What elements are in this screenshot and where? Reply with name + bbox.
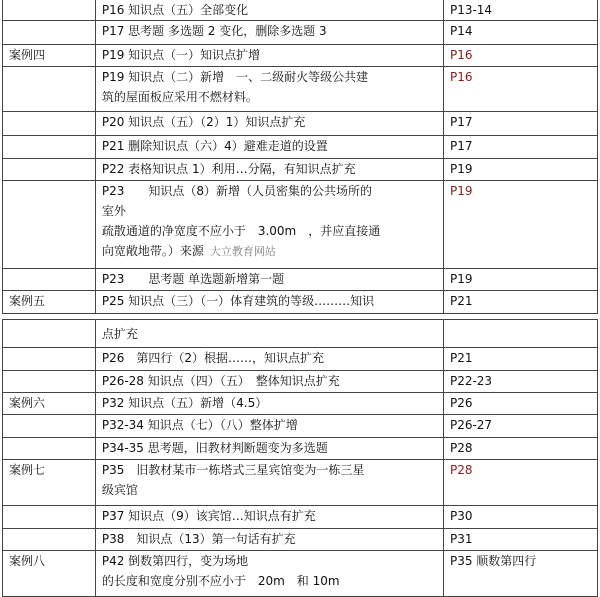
page-cell: P28	[443, 438, 597, 460]
content-cell: P37 知识点（9）该宾馆…知识点有扩充	[95, 506, 443, 529]
table-row	[3, 460, 598, 506]
table-row	[3, 21, 598, 45]
table-part-2	[2, 319, 598, 597]
table-row	[3, 67, 598, 112]
content-cell: P32-34 知识点（七）（八）整体扩增	[95, 415, 443, 438]
content-cell: P23 知识点（8）新增（人员密集的公共场所的 室外 疏散通道的净宽度不应小于 3.00m ，并应直接通 向宽敞地带。）来源 大立教育网站	[95, 181, 443, 269]
page-cell: P14	[443, 21, 597, 45]
page-cell: P26	[443, 393, 597, 415]
table-row	[3, 112, 598, 136]
case-cell	[3, 415, 96, 438]
page-cell: P16	[443, 67, 597, 112]
table-row	[3, 348, 598, 371]
page-cell: P13-14	[443, 0, 597, 21]
table-row	[3, 269, 598, 291]
case-cell	[3, 529, 96, 551]
table-row	[3, 291, 598, 314]
content-cell: P42 倒数第四行，变为场地 的长度和宽度分别不应小于 20m 和 10m	[95, 551, 443, 597]
content-cell: P26-28 知识点（四）（五） 整体知识点扩充	[95, 371, 443, 393]
content-cell: P26 第四行（2）根据……，知识点扩充	[95, 348, 443, 371]
page-cell: P21	[443, 348, 597, 371]
page-cell: P31	[443, 529, 597, 551]
page-cell: P19	[443, 181, 597, 269]
case-cell	[3, 0, 96, 21]
content-cell: P21 删除知识点（六）4）避难走道的设置	[95, 136, 443, 159]
table-row	[3, 506, 598, 529]
case-cell	[3, 438, 96, 460]
content-cell: P35 旧教材某市一栋塔式三星宾馆变为一栋三星 级宾馆	[95, 460, 443, 506]
page-cell: P19	[443, 269, 597, 291]
content-cell: P17 思考题 多选题 2 变化，删除多选题 3	[95, 21, 443, 45]
page-cell: P28	[443, 460, 597, 506]
table-row	[3, 529, 598, 551]
content-cell: P25 知识点（三）（一）体育建筑的等级………知识	[95, 291, 443, 314]
case-cell	[3, 348, 96, 371]
table-row	[3, 0, 598, 21]
page-cell: P26-27	[443, 415, 597, 438]
table-row	[3, 393, 598, 415]
case-cell	[3, 269, 96, 291]
source-watermark: 大立教育网站	[209, 245, 276, 258]
case-cell	[3, 506, 96, 529]
case-cell: 案例五	[3, 291, 96, 314]
table-row	[3, 45, 598, 67]
content-cell: P34-35 思考题，旧教材判断题变为多选题	[95, 438, 443, 460]
content-cell: P22 表格知识点 1）利用…分隔，有知识点扩充	[95, 159, 443, 181]
case-cell	[3, 112, 96, 136]
content-cell: P20 知识点（五）（2）1）知识点扩充	[95, 112, 443, 136]
case-cell	[3, 21, 96, 45]
content-cell: P32 知识点（五）新增（4.5）	[95, 393, 443, 415]
case-cell	[3, 371, 96, 393]
table-row	[3, 159, 598, 181]
case-cell: 案例六	[3, 393, 96, 415]
table-row	[3, 551, 598, 597]
case-cell: 案例八	[3, 551, 96, 597]
content-cell: P19 知识点（二）新增 一、二级耐火等级公共建 筑的屋面板应采用不燃材料。	[95, 67, 443, 112]
content-cell: P19 知识点（一）知识点扩增	[95, 45, 443, 67]
case-cell	[3, 181, 96, 269]
table-row	[3, 320, 598, 348]
content-cell: 点扩充	[95, 320, 443, 348]
case-cell	[3, 136, 96, 159]
page-cell: P30	[443, 506, 597, 529]
case-cell	[3, 159, 96, 181]
table-row	[3, 136, 598, 159]
case-cell: 案例四	[3, 45, 96, 67]
content-cell: P16 知识点（五）全部变化	[95, 0, 443, 21]
page-cell: P21	[443, 291, 597, 314]
page-cell: P19	[443, 159, 597, 181]
table-row	[3, 371, 598, 393]
page-cell	[443, 320, 597, 348]
case-cell	[3, 67, 96, 112]
table-part-1	[2, 0, 598, 314]
content-cell: P38 知识点（13）第一句话有扩充	[95, 529, 443, 551]
page-cell: P22-23	[443, 371, 597, 393]
case-cell	[3, 320, 96, 348]
table-row	[3, 438, 598, 460]
table-row	[3, 415, 598, 438]
page-cell: P17	[443, 136, 597, 159]
page-cell: P16	[443, 45, 597, 67]
page-cell: P35 顺数第四行	[443, 551, 597, 597]
table-row	[3, 181, 598, 269]
page-cell: P17	[443, 112, 597, 136]
content-cell: P23 思考题 单选题新增第一题	[95, 269, 443, 291]
case-cell: 案例七	[3, 460, 96, 506]
